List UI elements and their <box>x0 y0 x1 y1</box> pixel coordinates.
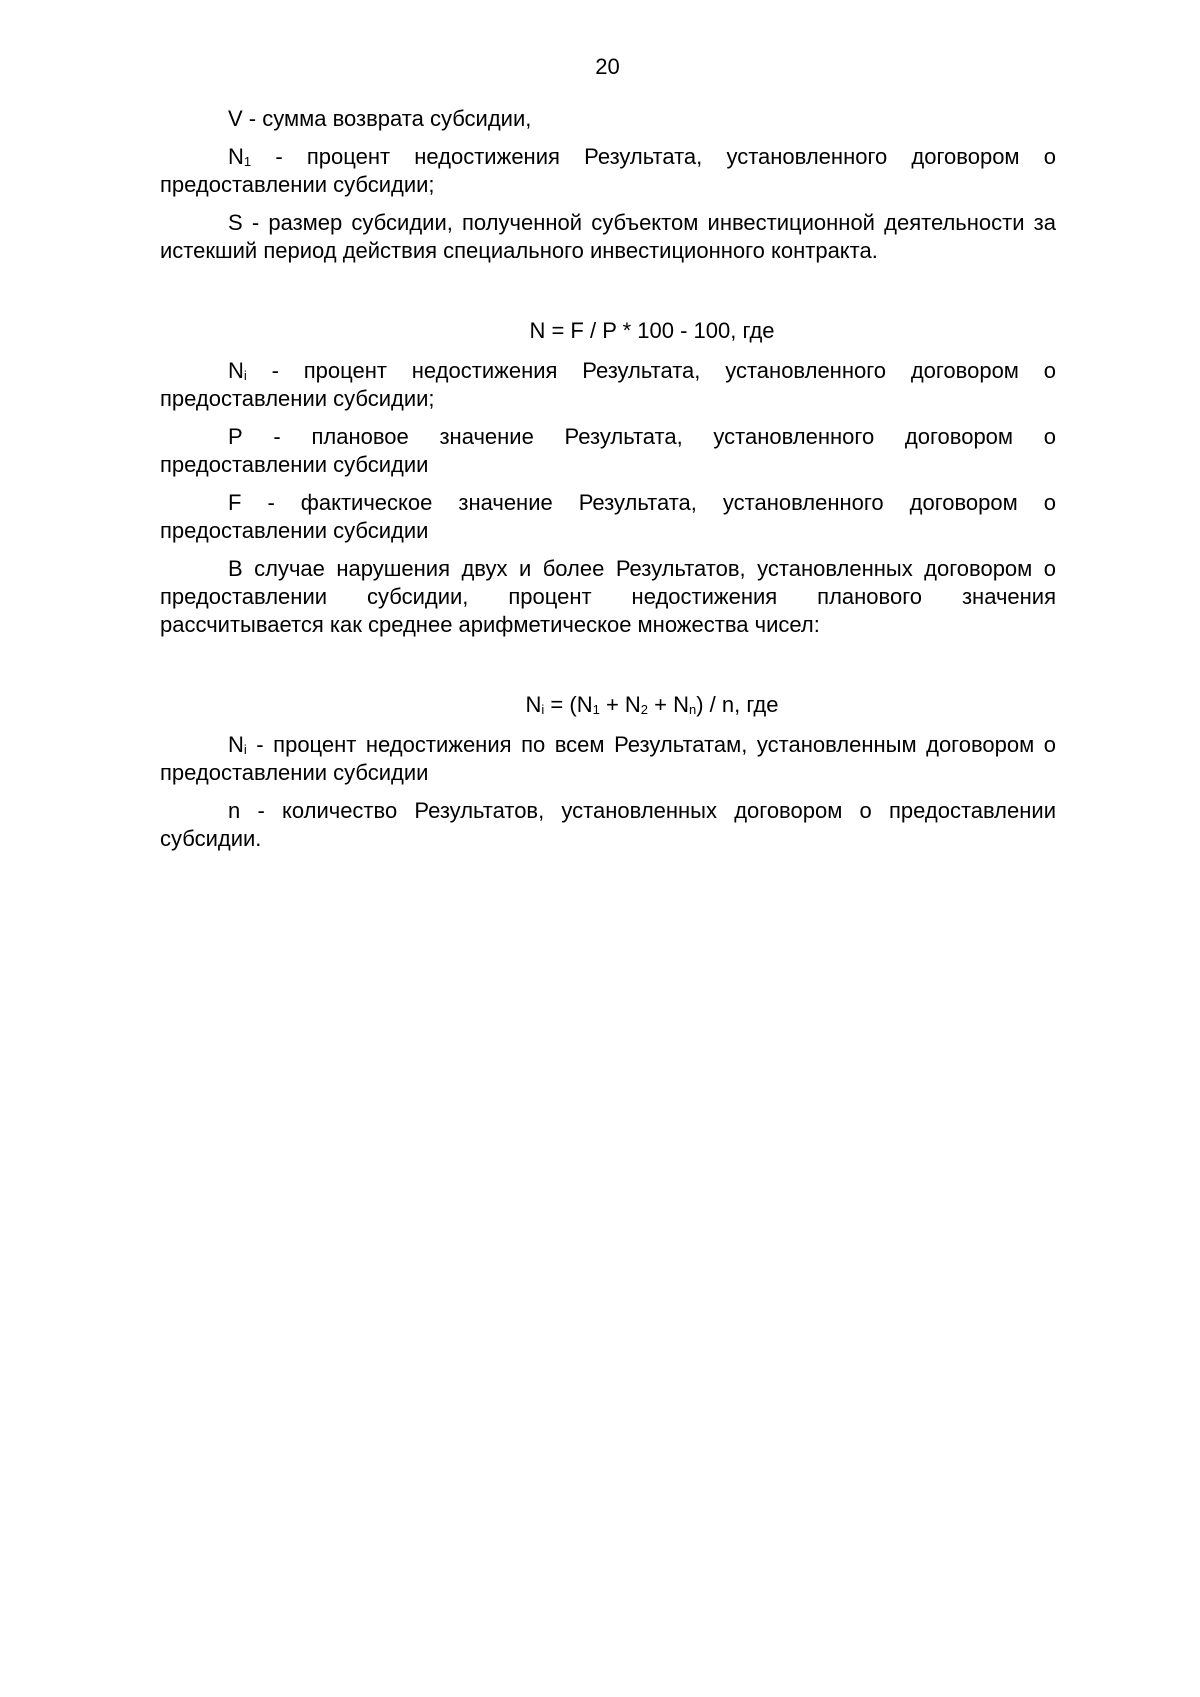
symbol: P <box>228 424 243 449</box>
symbol-subscript: 1 <box>243 154 252 169</box>
definition-text: - процент недостижения по всем Результатам, установленным договором о предоставлении субсидии <box>160 732 1056 785</box>
symbol: n <box>228 798 241 823</box>
page-number: 20 <box>595 54 620 79</box>
definition-n1 <box>160 143 1056 199</box>
symbol: V <box>228 106 243 131</box>
definition-text: - фактическое значение Результата, установленного договором о предоставлении субсидии <box>160 490 1056 543</box>
definition-ni <box>160 357 1056 413</box>
definition-text: - процент недостижения Результата, установленного договором о предоставлении субсидии; <box>160 358 1056 411</box>
multiple-results-paragraph: В случае нарушения двух и более Результатов, установленных договором о предоставлении субсидии, процент недостижения планового значения рассчитывается как среднее арифметическое множества чисел: <box>160 556 1056 637</box>
symbol: N <box>228 732 244 757</box>
formula-subscript: 2 <box>640 702 649 717</box>
definition-p <box>160 423 1056 479</box>
formula-term: + N <box>648 692 689 717</box>
formula-subscript: 1 <box>592 702 600 717</box>
definition-f <box>160 489 1056 545</box>
symbol: N <box>228 358 244 383</box>
definition-text: - плановое значение Результата, установленного договором о предоставлении субсидии <box>160 424 1056 477</box>
symbol-subscript: i <box>243 368 247 383</box>
definition-v <box>160 105 1056 133</box>
definition-ni-total <box>160 731 1056 787</box>
formula-subscript: n <box>689 702 697 717</box>
formula-term: N <box>525 692 542 717</box>
formula-subscript: i <box>541 702 545 717</box>
definition-text: - количество Результатов, установленных договором о предоставлении субсидии. <box>160 798 1056 851</box>
symbol-subscript: i <box>243 742 247 757</box>
formula-term: ) / n, где <box>696 692 779 717</box>
symbol: S <box>228 210 243 235</box>
document-body <box>160 105 1056 863</box>
symbol: F <box>228 490 242 515</box>
definition-text: - процент недостижения Результата, установленного договором о предоставлении субсидии; <box>160 144 1056 197</box>
symbol: N <box>228 144 244 169</box>
definition-text: - размер субсидии, полученной субъектом инвестиционной деятельности за истекший период действия специального инвестиционного контракта. <box>160 210 1056 263</box>
formula-average <box>160 691 1056 719</box>
formula-term: = (N <box>544 692 593 717</box>
formula-term: + N <box>599 692 641 717</box>
definition-s <box>160 209 1056 265</box>
formula-shortfall: N = F / P * 100 - 100, где <box>529 318 775 343</box>
definition-n-count <box>160 797 1056 853</box>
definition-text: - сумма возврата субсидии, <box>242 106 532 131</box>
